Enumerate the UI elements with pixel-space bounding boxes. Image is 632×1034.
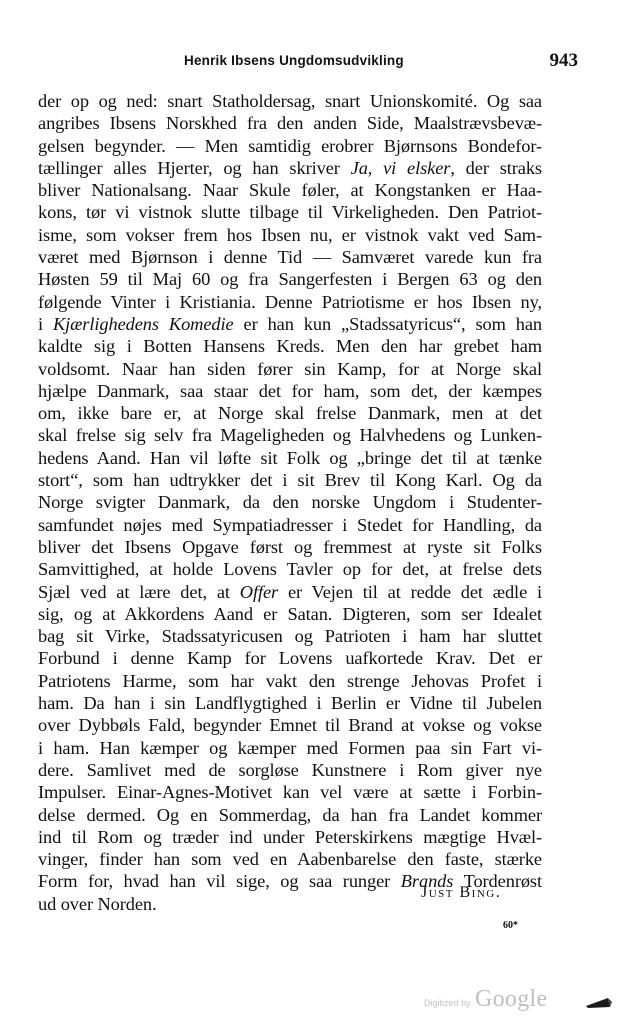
text-segment: Høsten 59 til Maj 60 og fra Sangerfesten i Bergen 63 og den (38, 269, 542, 290)
text-line (38, 536, 542, 558)
text-line (38, 90, 542, 112)
text-line (38, 179, 542, 201)
text-line (38, 157, 542, 179)
text-line (38, 402, 542, 424)
text-segment: der op og ned: snart Statholdersag, snart Unionskomité. Og saa (38, 91, 542, 111)
author-signature: Just Bing. (421, 884, 502, 901)
page-number: 943 (549, 50, 578, 71)
italic-title: Ja, vi elsker (350, 157, 451, 178)
body-text (38, 90, 542, 915)
running-head (38, 50, 578, 74)
running-title: Henrik Ibsens Ungdomsudvikling (184, 53, 404, 68)
text-segment: Forbund i denne Kamp for Lovens uafkortede Krav. Det er (38, 648, 542, 669)
text-segment: hedens Aand. Han vil løfte sit Folk og „bringe det til at tænke (38, 447, 542, 468)
text-line (38, 781, 542, 803)
text-line (38, 581, 542, 603)
text-segment: været med Bjørnson i denne Tid — Samværet varede kun fra (38, 247, 542, 268)
text-segment: i ham. Han kæmper og kæmper med Formen paa sin Fart vi- (38, 737, 542, 758)
text-segment: dere. Samlivet med de sorgløse Kunstnere i Rom giver nye (38, 759, 542, 780)
text-segment: ud over Norden. (38, 893, 157, 914)
text-line (38, 424, 542, 446)
text-segment: , der straks (450, 157, 542, 178)
text-segment: gelsen begynder. — Men samtidig erobrer Bjørnsons Bondefor- (38, 135, 542, 156)
text-line (38, 313, 542, 335)
text-line (38, 358, 542, 380)
google-logo: Google (475, 986, 548, 1012)
text-segment: skal frelse sig selv fra Mageligheden og Halvhedens og Lunken- (38, 425, 542, 446)
text-line (38, 804, 542, 826)
text-segment: delse dermed. Og en Sommerdag, da han fra Landet kommer (38, 804, 542, 825)
text-segment: samfundet nøjes med Sympatiadresser i Stedet for Handling, da (38, 514, 542, 535)
text-line (38, 714, 542, 736)
text-line (38, 737, 542, 759)
text-line (38, 112, 542, 134)
text-segment: bliver det Ibsens Opgave først og fremmest at ryste sit Folks (38, 536, 542, 557)
page-corner-arrow-icon (586, 997, 612, 1009)
text-line (38, 514, 542, 536)
text-segment: kaldte sig i Botten Hansens Kreds. Men den har grebet ham (38, 336, 542, 357)
text-segment: er han kun „Stadssatyricus“, som han (233, 313, 543, 334)
text-segment: ham. Da han i sin Landflygtighed i Berlin er Vidne til Jubelen (38, 693, 542, 714)
text-segment: bag sit Virke, Stadssatyricusen og Patrioten i ham har sluttet (38, 626, 542, 647)
text-line (38, 826, 542, 848)
text-segment: bliver Nationalsang. Naar Skule føler, at Kongstanken er Haa- (38, 180, 542, 201)
text-line (38, 469, 542, 491)
text-segment: stort“, som han udtrykker det i sit Brev til Kong Karl. Og da (38, 470, 542, 491)
text-segment: voldsomt. Naar han siden fører sin Kamp, for at Norge skal (38, 358, 542, 379)
text-segment: Tordenrøst (453, 871, 542, 892)
text-segment: angribes Ibsens Norskhed fra den anden Side, Maalstrævsbevæ- (38, 113, 542, 134)
text-line (38, 447, 542, 469)
text-segment: Impulser. Einar-Agnes-Motivet kan vel være at sætte i Forbin- (38, 782, 542, 803)
digitized-by-label: Digitized by (424, 998, 471, 1008)
text-segment: sig, og at Akkordens Aand er Satan. Digteren, som ser Idealet (38, 603, 542, 624)
text-segment: om, ikke bare er, at Norge skal frelse Danmark, men at det (38, 403, 542, 424)
text-line (38, 335, 542, 357)
text-segment: ind til Rom og træder ind under Peterskirkens mægtige Hvæl- (38, 826, 542, 847)
text-line (38, 201, 542, 223)
text-segment: Form for, hvad han vil sige, og saa runger (38, 871, 401, 892)
italic-title: Kjærlighedens Komedie (52, 313, 234, 334)
text-line (38, 848, 542, 870)
text-segment: i (38, 313, 53, 334)
text-line (38, 135, 542, 157)
text-line (38, 246, 542, 268)
text-segment: følgende Vinter i Kristiania. Denne Patriotisme er hos Ibsen ny, (38, 291, 542, 312)
text-line (38, 491, 542, 513)
text-segment: isme, som vokser frem hos Ibsen nu, er vistnok vakt ved Sam- (38, 224, 542, 245)
text-segment: Sjæl ved at lære det, at (38, 581, 240, 602)
text-line (38, 692, 542, 714)
text-line (38, 291, 542, 313)
text-segment: Patriotens Harme, som har vakt den strenge Jehovas Profet i (38, 670, 542, 691)
signature-mark: 60* (503, 920, 518, 931)
text-line (38, 268, 542, 290)
text-line (38, 558, 542, 580)
digitized-watermark (424, 986, 564, 1018)
text-line (38, 224, 542, 246)
text-line (38, 625, 542, 647)
text-segment: Norge svigter Danmark, da den norske Ungdom i Studenter- (38, 492, 542, 513)
text-segment: Samvittighed, at holde Lovens Tavler op for det, at frelse dets (38, 559, 542, 580)
text-segment: kons, tør vi vistnok slutte tilbage til Virkeligheden. Den Patriot- (38, 202, 542, 223)
text-line (38, 380, 542, 402)
text-segment: over Dybbøls Fald, begynder Emnet til Brand at vokse og vokse (38, 715, 542, 736)
text-line (38, 670, 542, 692)
text-segment: hjælpe Danmark, saa staar det for ham, som det, der kæmpes (38, 380, 542, 401)
text-line (38, 759, 542, 781)
italic-title: Offer (239, 581, 279, 602)
text-line (38, 647, 542, 669)
text-segment: er Vejen til at redde det ædle i (278, 581, 542, 602)
text-segment: vinger, finder han som ved en Aabenbarelse den faste, stærke (38, 849, 542, 870)
italic-title: Brands (400, 871, 454, 892)
text-segment: tællinger alles Hjerter, og han skriver (38, 157, 351, 178)
text-line (38, 603, 542, 625)
